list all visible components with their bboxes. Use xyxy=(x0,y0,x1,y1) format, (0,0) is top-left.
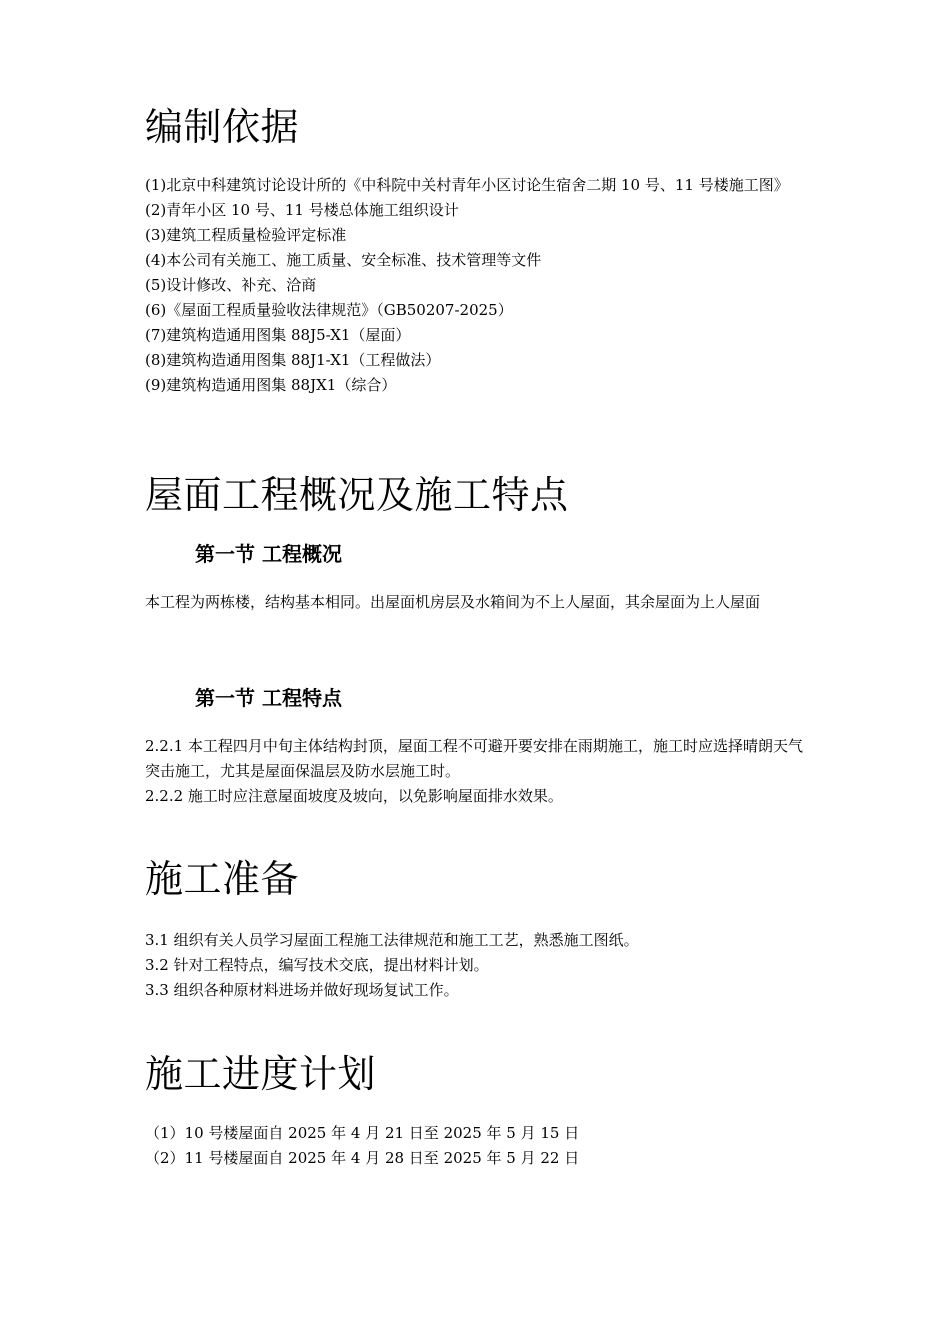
overview-text: 本工程为两栋楼，结构基本相同。出屋面机房层及水箱间为不上人屋面，其余屋面为上人屋面 xyxy=(145,593,761,611)
basis-item-8: (8)建筑构造通用图集 88J1-X1（工程做法） xyxy=(145,351,441,369)
overview-text-block xyxy=(145,590,810,615)
preparation-list xyxy=(145,928,810,1003)
feature-item-1: 2.2.1 本工程四月中旬主体结构封顶，屋面工程不可避开要安排在雨期施工，施工时应选择晴朗天气突击施工，尤其是屋面保温层及防水层施工时。 xyxy=(145,737,803,780)
features-list xyxy=(145,734,810,809)
basis-item-6: (6)《屋面工程质量验收法律规范》（GB50207-2025） xyxy=(145,301,513,319)
preparation-item-1: 3.1 组织有关人员学习屋面工程施工法律规范和施工工艺，熟悉施工图纸。 xyxy=(145,931,639,949)
basis-item-7: (7)建筑构造通用图集 88J5-X1（屋面） xyxy=(145,326,411,344)
section-basis xyxy=(145,104,810,150)
schedule-item-1: （1）10 号楼屋面自 2025 年 4 月 21 日至 2025 年 5 月 15 日 xyxy=(145,1124,580,1142)
basis-list xyxy=(145,173,810,398)
basis-item-2: (2)青年小区 10 号、11 号楼总体施工组织设计 xyxy=(145,201,459,219)
section-title-basis: 编制依据 xyxy=(145,105,300,149)
schedule-item-2: （2）11 号楼屋面自 2025 年 4 月 28 日至 2025 年 5 月 22 日 xyxy=(145,1149,580,1167)
subsection-title-overview: 第一节 工程概况 xyxy=(195,542,342,566)
basis-item-4: (4)本公司有关施工、施工质量、安全标准、技术管理等文件 xyxy=(145,251,542,269)
basis-item-3: (3)建筑工程质量检验评定标准 xyxy=(145,226,347,244)
section-schedule xyxy=(145,1051,810,1097)
section-title-overview: 屋面工程概况及施工特点 xyxy=(145,473,569,517)
subsection-features xyxy=(145,684,810,712)
preparation-item-3: 3.3 组织各种原材料进场并做好现场复试工作。 xyxy=(145,981,459,999)
preparation-item-2: 3.2 针对工程特点，编写技术交底，提出材料计划。 xyxy=(145,956,489,974)
subsection-title-features: 第一节 工程特点 xyxy=(195,686,342,710)
section-title-schedule: 施工进度计划 xyxy=(145,1052,377,1096)
section-overview xyxy=(145,472,810,518)
schedule-list xyxy=(145,1121,810,1171)
basis-item-1: (1)北京中科建筑讨论设计所的《中科院中关村青年小区讨论生宿舍二期 10 号、11 号楼施工图》 xyxy=(145,176,789,194)
basis-item-5: (5)设计修改、补充、洽商 xyxy=(145,276,317,294)
section-title-preparation: 施工准备 xyxy=(145,857,300,901)
subsection-overview xyxy=(145,540,810,568)
section-preparation xyxy=(145,856,810,902)
basis-item-9: (9)建筑构造通用图集 88JX1（综合） xyxy=(145,376,397,394)
feature-item-2: 2.2.2 施工时应注意屋面坡度及坡向，以免影响屋面排水效果。 xyxy=(145,787,563,805)
